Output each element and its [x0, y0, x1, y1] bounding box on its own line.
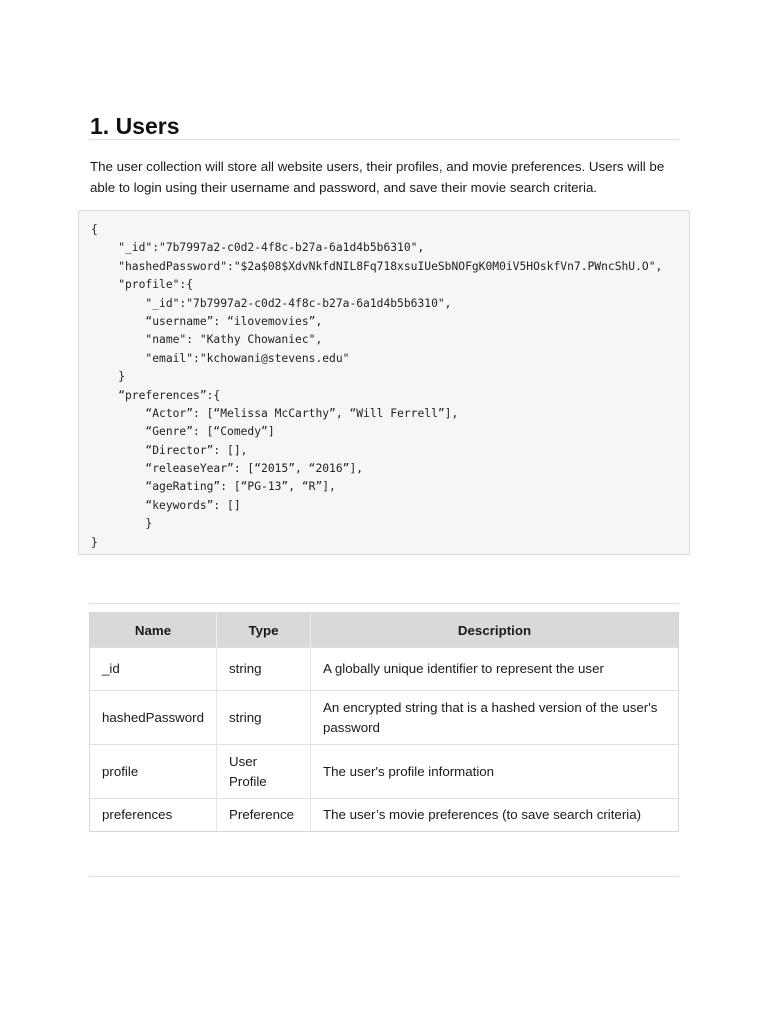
code-line: } [91, 370, 126, 384]
header-description: Description [311, 613, 678, 648]
code-line: "_id":"7b7997a2-c0d2-4f8c-b27a-6a1d4b5b6310", [91, 296, 452, 310]
code-line: "email":"kchowani@stevens.edu" [91, 351, 350, 365]
field-name: preferences [90, 799, 217, 832]
code-line: { [91, 223, 98, 236]
section-title: 1. Users [90, 113, 180, 139]
table-row [90, 648, 678, 691]
field-description: A globally unique identifier to represent the user [311, 648, 678, 691]
table-row [90, 691, 678, 745]
field-name: profile [90, 745, 217, 799]
code-line: “preferences”:{ [91, 388, 221, 402]
header-name: Name [90, 613, 217, 648]
code-line: “username”: “ilovemovies”, [91, 314, 323, 328]
table-row [90, 799, 678, 832]
json-code-block [78, 210, 690, 555]
code-line: "hashedPassword":"$2a$08$XdvNkfdNIL8Fq718xsuIUeSbNOFgK0M0iV5HOskfVn7.PWncShU.O", [91, 259, 663, 273]
table-row [90, 745, 678, 799]
table-header-row [90, 613, 678, 648]
code-line: "name": "Kathy Chowaniec", [91, 333, 323, 347]
code-line: “Actor”: [“Melissa McCarthy”, “Will Ferrell”], [91, 406, 459, 420]
code-line: “releaseYear”: [“2015”, “2016”], [91, 462, 364, 476]
code-line: “Genre”: [“Comedy”] [91, 425, 275, 439]
field-name: hashedPassword [90, 691, 217, 745]
code-line: “keywords”: [] [91, 498, 241, 512]
header-type: Type [217, 613, 311, 648]
field-description: The user’s movie preferences (to save search criteria) [311, 799, 678, 832]
field-type: User Profile [217, 745, 311, 799]
user-fields-table [90, 613, 678, 831]
code-line: } [91, 535, 98, 549]
field-description: An encrypted string that is a hashed version of the user's password [311, 691, 678, 745]
code-line: "profile":{ [91, 278, 194, 292]
field-description: The user's profile information [311, 745, 678, 799]
code-line: “Director”: [], [91, 443, 248, 457]
bottom-divider [89, 876, 679, 877]
code-line: } [91, 517, 153, 531]
table-divider [89, 603, 679, 604]
field-type: string [217, 691, 311, 745]
title-divider [89, 139, 679, 140]
field-name: _id [90, 648, 217, 691]
code-line: “ageRating”: [“PG-13”, “R”], [91, 480, 336, 494]
code-line: "_id":"7b7997a2-c0d2-4f8c-b27a-6a1d4b5b6310", [91, 241, 425, 255]
field-type: Preference [217, 799, 311, 832]
intro-paragraph: The user collection will store all website users, their profiles, and movie preferences. Users will be able to login using their username and password, and save their movie search criteria. [90, 159, 665, 195]
field-type: string [217, 648, 311, 691]
